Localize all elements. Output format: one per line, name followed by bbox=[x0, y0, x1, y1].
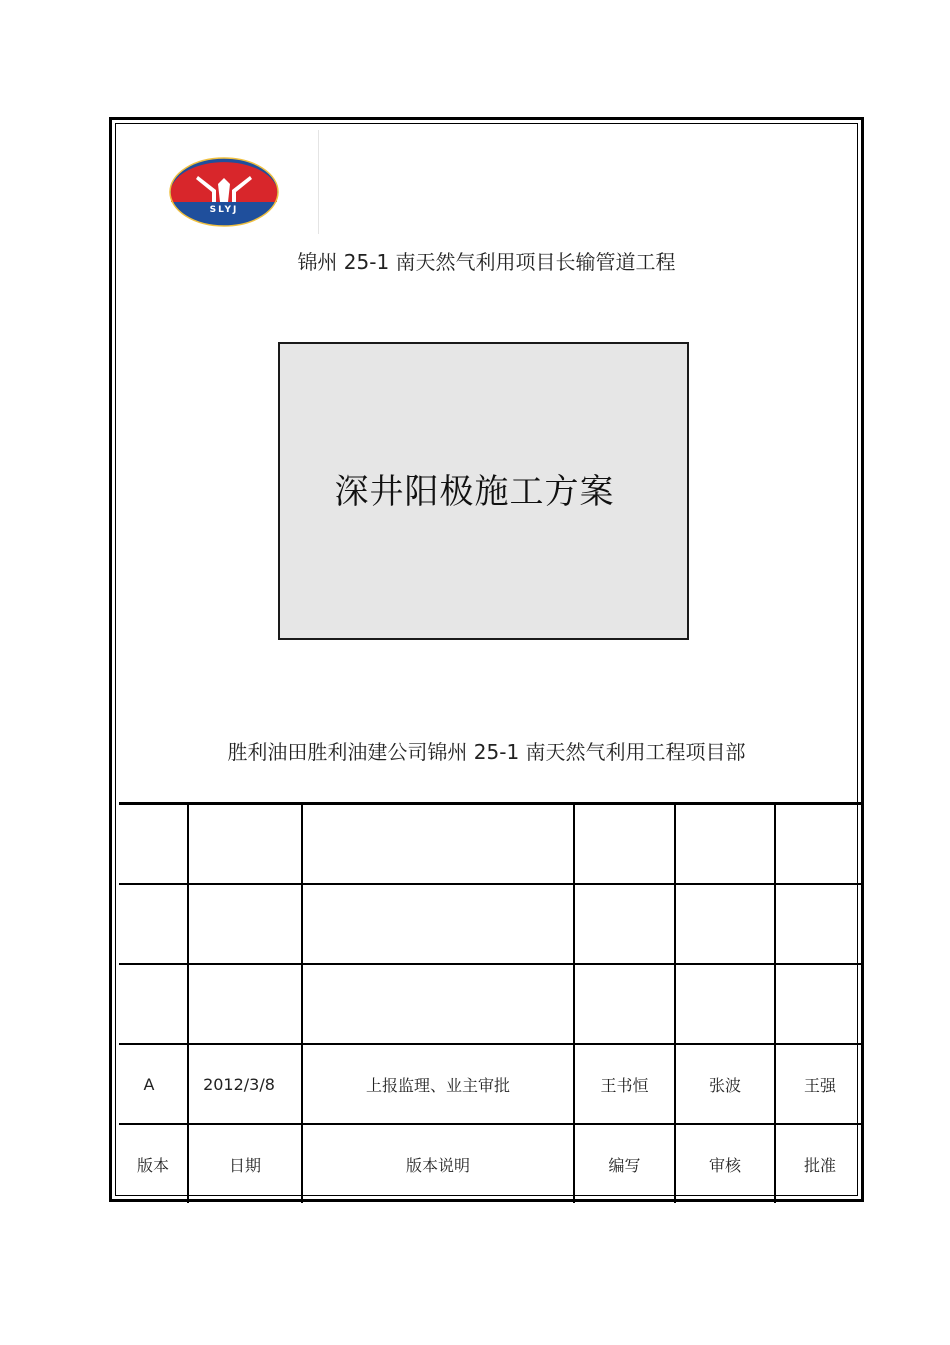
revision-row-blank bbox=[119, 884, 864, 964]
version-cell: A bbox=[119, 1044, 188, 1124]
date-cell: 2012/3/8 bbox=[188, 1044, 302, 1124]
table-cell bbox=[574, 964, 675, 1044]
table-cell bbox=[675, 884, 775, 964]
logo-cell bbox=[122, 130, 319, 234]
header-approved-by: 批准 bbox=[775, 1124, 864, 1203]
header-date: 日期 bbox=[188, 1124, 302, 1203]
header-version: 版本 bbox=[119, 1124, 188, 1203]
logo-text: SLYJ bbox=[209, 205, 239, 215]
table-cell bbox=[119, 804, 188, 885]
table-cell bbox=[302, 884, 574, 964]
revision-row-entry bbox=[119, 1044, 864, 1124]
table-cell bbox=[188, 804, 302, 885]
table-cell bbox=[302, 964, 574, 1044]
table-cell bbox=[188, 964, 302, 1044]
reviewed-by-cell: 张波 bbox=[675, 1044, 775, 1124]
header-description: 版本说明 bbox=[302, 1124, 574, 1203]
revision-row-blank bbox=[119, 804, 864, 885]
revision-header-row bbox=[119, 1124, 864, 1203]
company-logo bbox=[168, 156, 280, 228]
revision-table bbox=[119, 802, 864, 1203]
table-cell bbox=[675, 804, 775, 885]
table-cell bbox=[675, 964, 775, 1044]
cover-frame-inner bbox=[115, 123, 858, 1196]
table-cell bbox=[188, 884, 302, 964]
table-cell bbox=[119, 964, 188, 1044]
document-title-box bbox=[278, 342, 689, 640]
table-cell bbox=[775, 884, 864, 964]
description-cell: 上报监理、业主审批 bbox=[302, 1044, 574, 1124]
approved-by-cell: 王强 bbox=[775, 1044, 864, 1124]
table-cell bbox=[119, 884, 188, 964]
table-cell bbox=[302, 804, 574, 885]
cover-frame bbox=[109, 117, 864, 1202]
table-cell bbox=[775, 804, 864, 885]
table-cell bbox=[574, 804, 675, 885]
company-name: 胜利油田胜利油建公司锦州 25-1 南天然气利用工程项目部 bbox=[227, 740, 746, 764]
prepared-by-cell: 王书恒 bbox=[574, 1044, 675, 1124]
table-cell bbox=[574, 884, 675, 964]
header-prepared-by: 编写 bbox=[574, 1124, 675, 1203]
table-cell bbox=[775, 964, 864, 1044]
revision-row-blank bbox=[119, 964, 864, 1044]
header-reviewed-by: 审核 bbox=[675, 1124, 775, 1203]
project-title: 锦州 25-1 南天然气利用项目长输管道工程 bbox=[297, 250, 676, 274]
document-title: 深井阳极施工方案 bbox=[334, 471, 615, 512]
